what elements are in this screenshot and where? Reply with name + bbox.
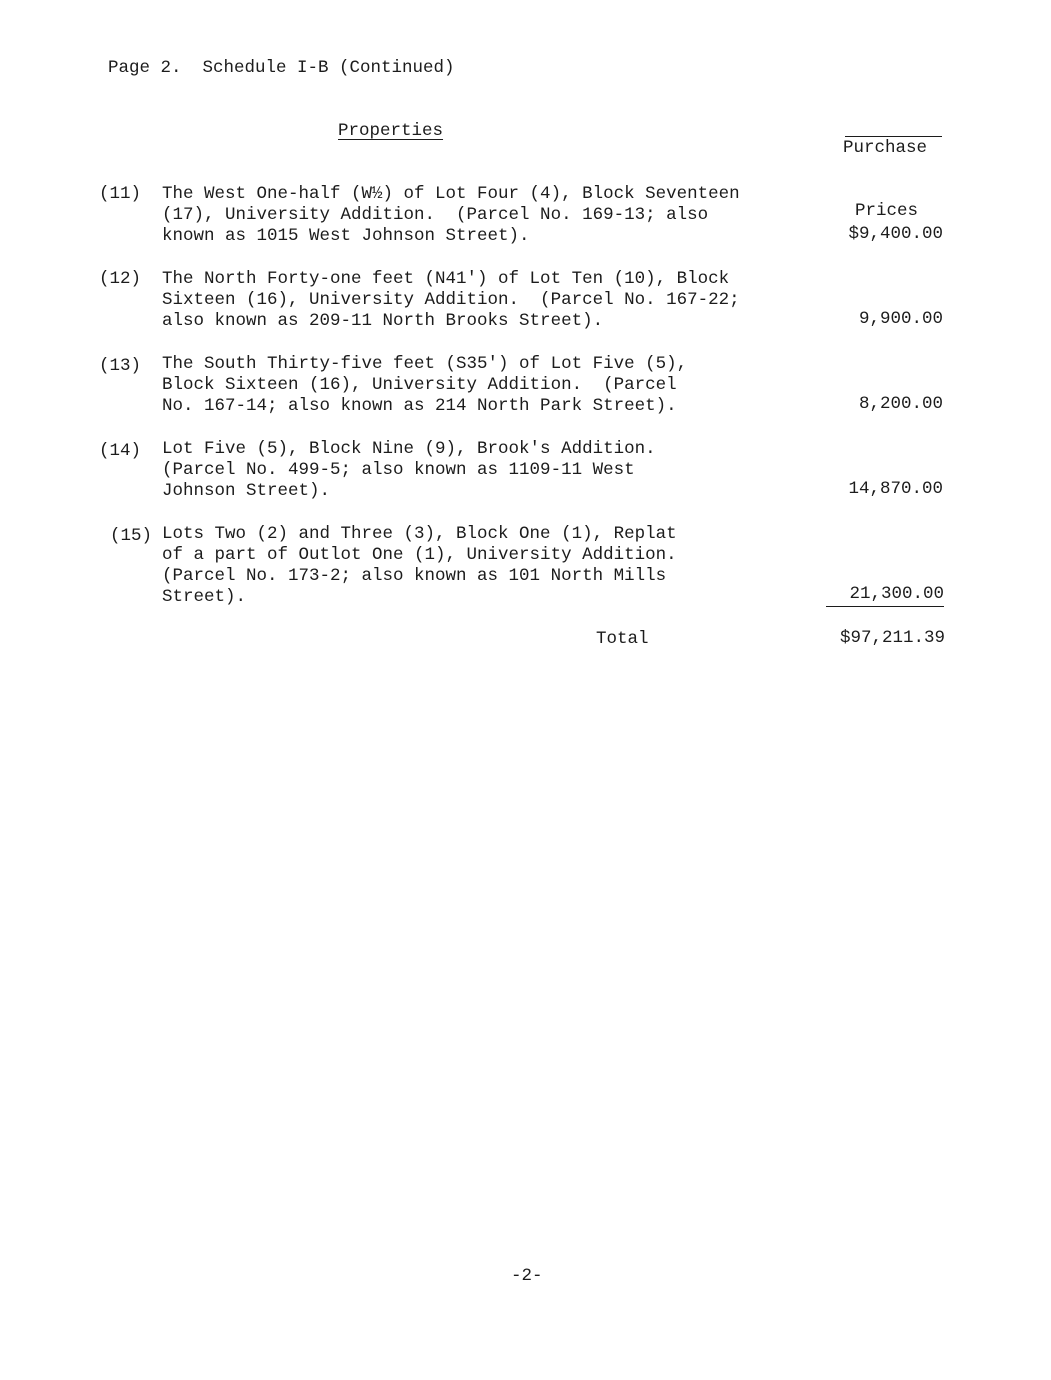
entry-description (162, 269, 740, 332)
entry-number: (11) (99, 184, 142, 204)
entry-line: The West One-half (W½) of Lot Four (4), Block Seventeen (162, 184, 740, 204)
entry-line: known as 1015 West Johnson Street). (162, 226, 530, 246)
entry-number: (15) (110, 526, 153, 546)
prices-heading-underline (845, 136, 942, 137)
entry-price: 8,200.00 (858, 394, 943, 414)
entry-line: also known as 209-11 North Brooks Street). (162, 311, 604, 331)
total-label: Total (596, 629, 649, 649)
entry-number: (12) (99, 269, 142, 289)
entry-price: 21,300.00 (849, 584, 944, 604)
total-value: $97,211.39 (839, 628, 945, 648)
entry-line: (Parcel No. 499-5; also known as 1109-11 West (162, 460, 635, 480)
entry-line: (17), University Addition. (Parcel No. 169-13; also (162, 205, 709, 225)
entry-line: (Parcel No. 173-2; also known as 101 North Mills (162, 566, 667, 586)
properties-column-heading: Properties (338, 121, 444, 141)
page-number: -2- (511, 1266, 543, 1286)
entry-line: Block Sixteen (16), University Addition. (Parcel (162, 375, 677, 395)
entry-number: (13) (99, 356, 142, 376)
entry-line: of a part of Outlot One (1), University Addition. (162, 545, 677, 565)
purchase-prices-column-heading (843, 96, 943, 243)
entry-line: Johnson Street). (162, 481, 331, 501)
entry-description (162, 524, 677, 608)
entry-price: 9,900.00 (858, 309, 943, 329)
entry-number: (14) (99, 441, 142, 461)
purchase-prices-heading-line-1: Purchase (843, 138, 928, 158)
subtotal-rule (826, 606, 944, 607)
entry-price: 14,870.00 (848, 479, 943, 499)
entry-line: Lot Five (5), Block Nine (9), Brook's Addition. (162, 439, 656, 459)
page-header: Page 2. Schedule I-B (Continued) (108, 58, 455, 78)
entry-line: No. 167-14; also known as 214 North Park Street). (162, 396, 677, 416)
purchase-prices-heading-line-2: Prices (855, 201, 919, 221)
entry-description (162, 439, 656, 502)
entry-description (162, 184, 740, 247)
entry-line: Sixteen (16), University Addition. (Parcel No. 167-22; (162, 290, 740, 310)
entry-line: The South Thirty-five feet (S35') of Lot Five (5), (162, 354, 688, 374)
entry-line: The North Forty-one feet (N41') of Lot Ten (10), Block (162, 269, 730, 289)
entry-line: Street). (162, 587, 247, 607)
entry-price: $9,400.00 (848, 224, 943, 244)
entry-description (162, 354, 687, 417)
entry-line: Lots Two (2) and Three (3), Block One (1), Replat (162, 524, 677, 544)
